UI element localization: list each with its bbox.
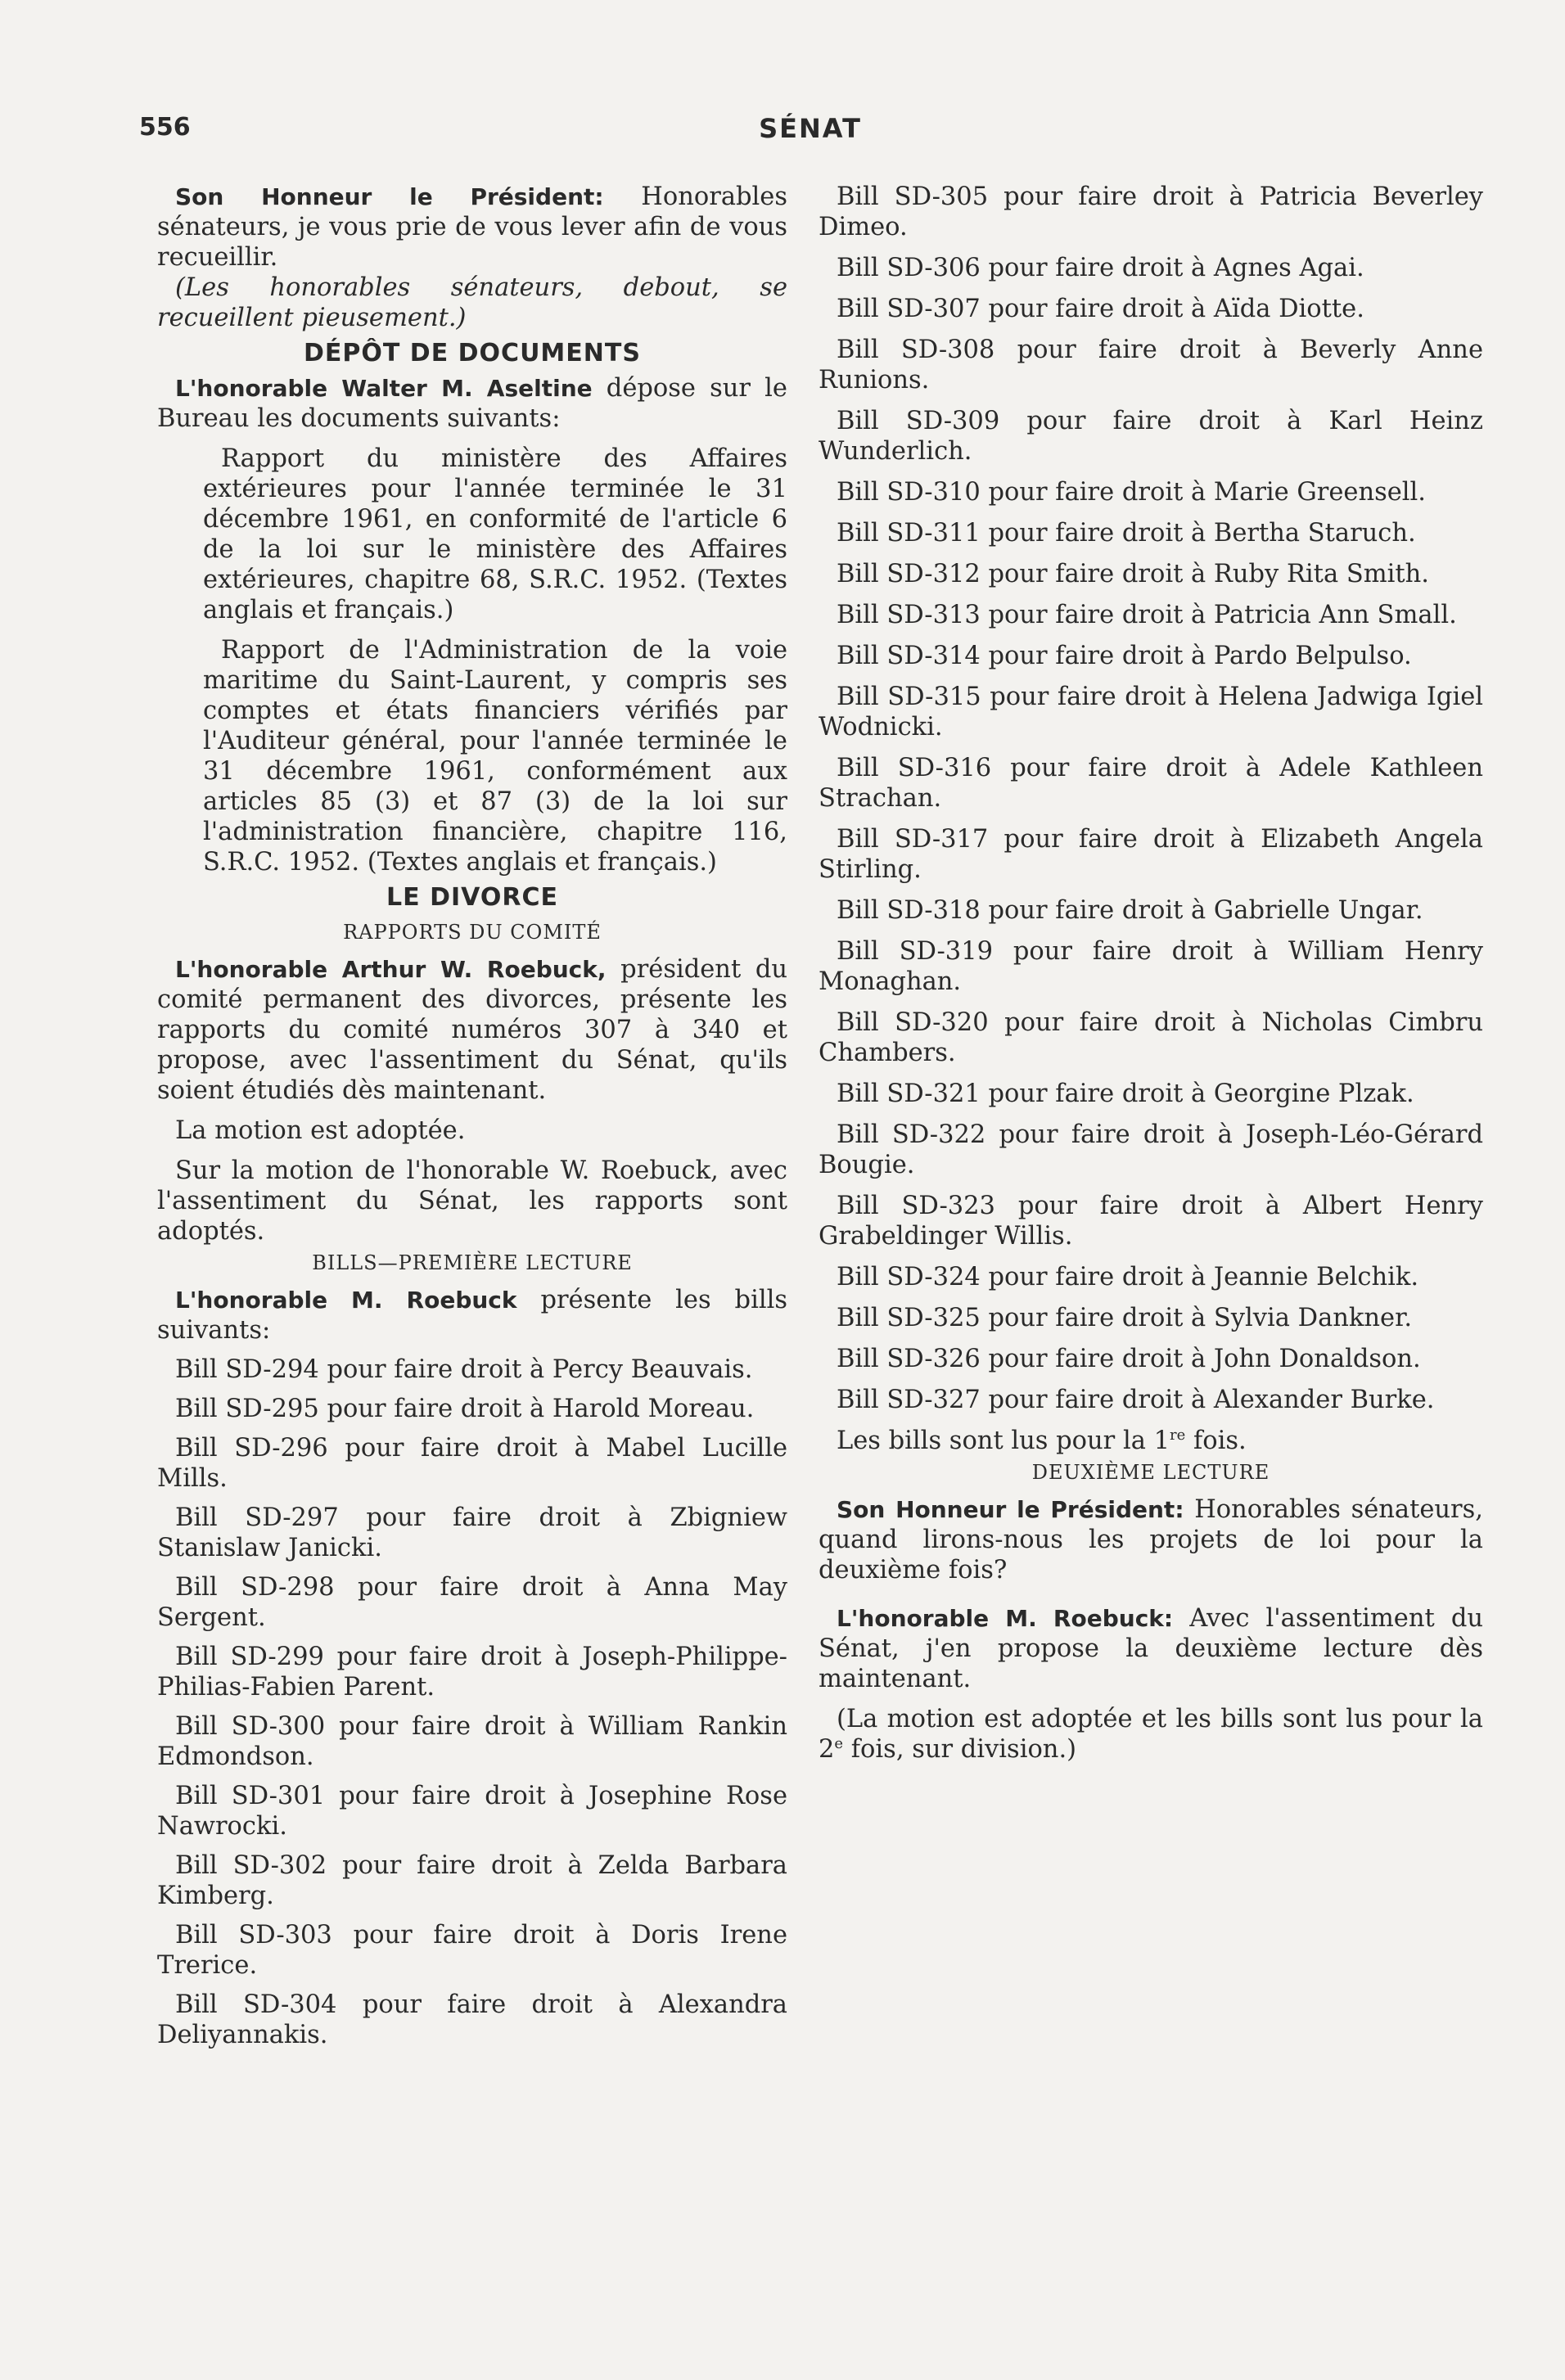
speaker-name: L'honorable M. Roebuck	[175, 1287, 517, 1314]
speaker-name: Son Honneur le Président:	[175, 183, 604, 210]
subheading-first-reading: BILLS—PREMIÈRE LECTURE	[312, 1251, 633, 1274]
motion-adopted: La motion est adoptée.	[175, 1116, 466, 1145]
bill-item: Bill SD-300 pour faire droit à William Rankin Edmondson.	[157, 1712, 787, 1771]
document-item: Rapport de l'Administration de la voie maritime du Saint-Laurent, y compris ses comptes et états financiers vérifiés par l'Auditeur général, pour l'année terminée le 31 décembre 1961, conformément aux articles 85 (3) et 87 (3) de la loi sur l'administration financière, chapitre 116, S.R.C. 1952. (Textes anglais et français.)	[203, 636, 787, 877]
bill-item: Bill SD-322 pour faire droit à Joseph-Léo-Gérard Bougie.	[819, 1120, 1483, 1179]
bill-item: Bill SD-313 pour faire droit à Patricia Ann Small.	[837, 601, 1457, 629]
bill-item: Bill SD-318 pour faire droit à Gabrielle Ungar.	[837, 896, 1423, 925]
speaker-name: L'honorable Walter M. Aseltine	[175, 375, 593, 402]
bills-intro: L'honorable M. Roebuck présente les bills suivants:	[157, 1286, 787, 1345]
bill-item: Bill SD-308 pour faire droit à Beverly Anne Runions.	[819, 336, 1483, 394]
reports-adopted: Sur la motion de l'honorable W. Roebuck, avec l'assentiment du Sénat, les rapports sont adoptés.	[157, 1156, 787, 1246]
bill-item: Bill SD-296 pour faire droit à Mabel Lucille Mills.	[157, 1434, 787, 1493]
bill-item: Bill SD-314 pour faire droit à Pardo Belpulso.	[837, 642, 1412, 670]
bill-item: Bill SD-307 pour faire droit à Aïda Diotte.	[837, 295, 1364, 323]
final-motion: (La motion est adoptée et les bills sont lus pour la 2e fois, sur division.)	[819, 1705, 1483, 1764]
bill-item: Bill SD-309 pour faire droit à Karl Heinz Wunderlich.	[819, 407, 1483, 466]
roebuck-answer: L'honorable M. Roebuck: Avec l'assentiment du Sénat, j'en propose la deuxième lecture dès maintenant.	[819, 1604, 1484, 1693]
president-remarks: Son Honneur le Président: Honorables sénateurs, je vous prie de vous lever afin de vous recueillir.	[157, 183, 788, 272]
bill-item: Bill SD-299 pour faire droit à Joseph-Philippe-Philias-Fabien Parent.	[157, 1643, 787, 1702]
committee-paragraph: L'honorable Arthur W. Roebuck, président du comité permanent des divorces, présente les rapports du comité numéros 307 à 340 et propose, avec l'assentiment du Sénat, qu'ils soient étudiés dès maintenant.	[157, 955, 788, 1105]
left-column	[157, 182, 787, 2050]
bill-item: Bill SD-306 pour faire droit à Agnes Agai.	[837, 254, 1364, 282]
bill-item: Bill SD-297 pour faire droit à Zbigniew Stanislaw Janicki.	[157, 1503, 787, 1562]
section-heading-documents: DÉPÔT DE DOCUMENTS	[304, 339, 641, 367]
president-question: Son Honneur le Président: Honorables sénateurs, quand lirons-nous les projets de loi pour la deuxième fois?	[819, 1495, 1483, 1584]
stage-direction: (Les honorables sénateurs, debout, se recueillent pieusement.)	[157, 273, 787, 332]
speaker-name: Son Honneur le Président:	[837, 1496, 1184, 1523]
document-list	[157, 444, 787, 877]
bill-item: Bill SD-310 pour faire droit à Marie Greensell.	[837, 478, 1426, 507]
bill-item: Bill SD-312 pour faire droit à Ruby Rita Smith.	[837, 560, 1429, 588]
speaker-name: L'honorable M. Roebuck:	[837, 1605, 1174, 1632]
bill-item: Bill SD-323 pour faire droit à Albert Henry Grabeldinger Willis.	[819, 1192, 1483, 1251]
bill-item: Bill SD-305 pour faire droit à Patricia Beverley Dimeo.	[819, 183, 1483, 241]
bill-item: Bill SD-325 pour faire droit à Sylvia Dankner.	[837, 1304, 1413, 1332]
bill-item: Bill SD-294 pour faire droit à Percy Beauvais.	[175, 1355, 753, 1384]
bill-item: Bill SD-295 pour faire droit à Harold Moreau.	[175, 1395, 755, 1423]
tabling-paragraph: L'honorable Walter M. Aseltine dépose sur le Bureau les documents suivants:	[157, 374, 787, 433]
bill-item: Bill SD-304 pour faire droit à Alexandra Deliyannakis.	[157, 1990, 787, 2049]
subheading-second-reading: DEUXIÈME LECTURE	[1031, 1461, 1270, 1484]
bill-item: Bill SD-326 pour faire droit à John Donaldson.	[837, 1345, 1421, 1373]
section-heading-divorce: LE DIVORCE	[386, 883, 558, 912]
bill-item: Bill SD-319 pour faire droit à William Henry Monaghan.	[819, 937, 1483, 996]
bill-item: Bill SD-303 pour faire droit à Doris Irene Trerice.	[157, 1921, 787, 1980]
bill-item: Bill SD-311 pour faire droit à Bertha Staruch.	[837, 519, 1416, 548]
running-title: SÉNAT	[759, 113, 862, 144]
first-reading-line: Les bills sont lus pour la 1re fois.	[837, 1426, 1247, 1455]
speaker-name: L'honorable Arthur W. Roebuck,	[175, 956, 607, 983]
bill-item: Bill SD-321 pour faire droit à Georgine Plzak.	[837, 1080, 1414, 1108]
bill-item: Bill SD-315 pour faire droit à Helena Jadwiga Igiel Wodnicki.	[819, 683, 1483, 741]
bill-item: Bill SD-301 pour faire droit à Josephine Rose Nawrocki.	[157, 1782, 787, 1841]
page-number: 556	[139, 113, 191, 142]
subheading-committee-reports: RAPPORTS DU COMITÉ	[343, 921, 602, 944]
bill-item: Bill SD-320 pour faire droit à Nicholas Cimbru Chambers.	[819, 1008, 1483, 1067]
document-item: Rapport du ministère des Affaires extérieures pour l'année terminée le 31 décembre 1961, en conformité de l'article 6 de la loi sur le ministère des Affaires extérieures, chapitre 68, S.R.C. 1952. (Textes anglais et français.)	[203, 444, 787, 624]
bill-item: Bill SD-298 pour faire droit à Anna May Sergent.	[157, 1573, 787, 1632]
bill-item: Bill SD-327 pour faire droit à Alexander Burke.	[837, 1386, 1435, 1414]
right-column	[819, 182, 1483, 1765]
bill-item: Bill SD-324 pour faire droit à Jeannie Belchik.	[837, 1263, 1419, 1291]
page-header	[139, 113, 1482, 154]
bill-item: Bill SD-302 pour faire droit à Zelda Barbara Kimberg.	[157, 1851, 787, 1910]
bill-item: Bill SD-317 pour faire droit à Elizabeth Angela Stirling.	[819, 825, 1483, 884]
bill-item: Bill SD-316 pour faire droit à Adele Kathleen Strachan.	[819, 754, 1483, 813]
